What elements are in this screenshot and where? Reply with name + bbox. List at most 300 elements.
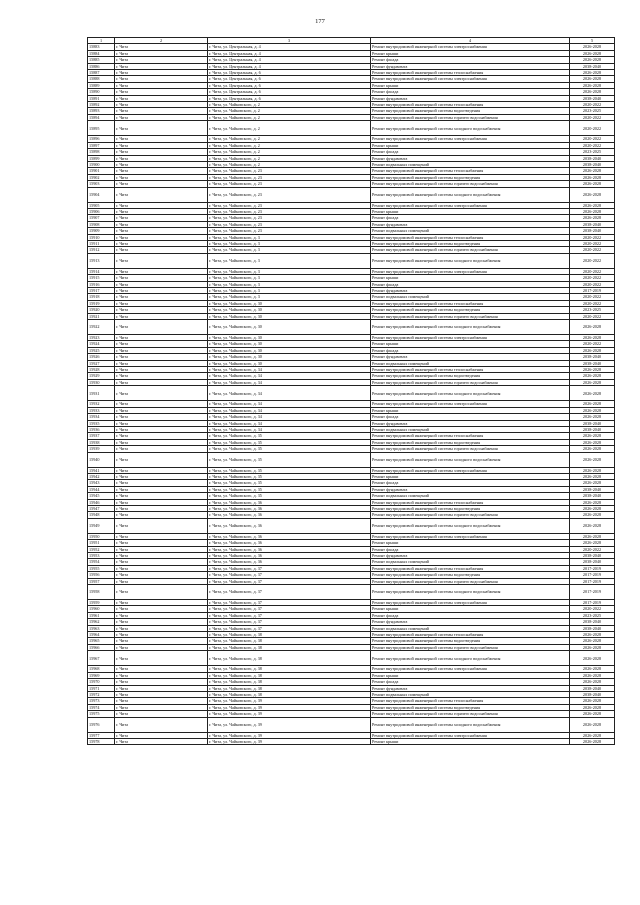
municipality-cell: г. Чита [115, 379, 208, 385]
address-cell: г. Чита, ул. Чайковского, д. 2 [208, 121, 371, 136]
address-cell: г. Чита, ул. Чайковского, д. 2 [208, 108, 371, 114]
address-cell: г. Чита, ул. Чайковского, д. 36 [208, 518, 371, 533]
period-cell: 2020-2022 [570, 275, 615, 281]
period-cell: 2026-2028 [570, 215, 615, 221]
period-cell: 2026-2028 [570, 632, 615, 638]
address-cell: г. Чита, ул. Чайковского, д. 3 [208, 247, 371, 253]
period-cell: 2020-2022 [570, 294, 615, 300]
period-cell: 2026-2028 [570, 174, 615, 180]
municipality-cell: г. Чита [115, 320, 208, 335]
row-number: 15921 [88, 313, 115, 319]
period-cell: 2026-2028 [570, 512, 615, 518]
address-cell: г. Чита, ул. Чайковского, д. 23 [208, 174, 371, 180]
municipality-cell: г. Чита [115, 360, 208, 366]
work-type-cell: Ремонт внутридомовой инженерной системы электроснабжения [371, 732, 570, 738]
row-number: 15968 [88, 666, 115, 672]
municipality-cell: г. Чита [115, 732, 208, 738]
row-number: 15958 [88, 585, 115, 600]
municipality-cell: г. Чита [115, 439, 208, 445]
municipality-cell: г. Чита [115, 240, 208, 246]
row-number: 15962 [88, 619, 115, 625]
address-cell: г. Чита, ул. Чайковского, д. 38 [208, 651, 371, 666]
address-cell: г. Чита, ул. Чайковского, д. 23 [208, 228, 371, 234]
municipality-cell: г. Чита [115, 540, 208, 546]
municipality-cell: г. Чита [115, 347, 208, 353]
address-cell: г. Чита, ул. Чайковского, д. 39 [208, 738, 371, 744]
address-cell: г. Чита, ул. Чайковского, д. 30 [208, 354, 371, 360]
row-number: 15890 [88, 89, 115, 95]
table-row [88, 187, 615, 202]
work-type-cell: Ремонт внутридомовой инженерной системы теплоснабжения [371, 698, 570, 704]
row-number: 15923 [88, 335, 115, 341]
work-type-cell: Ремонт внутридомовой инженерной системы водоотведения [371, 174, 570, 180]
row-number: 15896 [88, 136, 115, 142]
address-cell: г. Чита, ул. Центральная, д. 4 [208, 63, 371, 69]
work-type-cell: Ремонт внутридомовой инженерной системы теплоснабжения [371, 367, 570, 373]
municipality-cell: г. Чита [115, 698, 208, 704]
row-number: 15936 [88, 426, 115, 432]
municipality-cell: г. Чита [115, 612, 208, 618]
period-cell: 2026-2028 [570, 672, 615, 678]
table-row [88, 253, 615, 268]
period-cell: 2026-2028 [570, 202, 615, 208]
address-cell: г. Чита, ул. Чайковского, д. 3 [208, 294, 371, 300]
row-number: 15907 [88, 215, 115, 221]
address-cell: г. Чита, ул. Чайковского, д. 34 [208, 420, 371, 426]
row-number: 15922 [88, 320, 115, 335]
work-type-cell: Ремонт подвальных помещений [371, 161, 570, 167]
address-cell: г. Чита, ул. Чайковского, д. 30 [208, 300, 371, 306]
table-row [88, 386, 615, 401]
address-cell: г. Чита, ул. Чайковского, д. 38 [208, 691, 371, 697]
municipality-cell: г. Чита [115, 625, 208, 631]
address-cell: г. Чита, ул. Центральная, д. 6 [208, 95, 371, 101]
address-cell: г. Чита, ул. Чайковского, д. 2 [208, 142, 371, 148]
work-type-cell: Ремонт крыши [371, 473, 570, 479]
period-cell: 2026-2028 [570, 499, 615, 505]
row-number: 15928 [88, 367, 115, 373]
address-cell: г. Чита, ул. Чайковского, д. 3 [208, 288, 371, 294]
municipality-cell: г. Чита [115, 142, 208, 148]
row-number: 15965 [88, 638, 115, 644]
period-cell: 2026-2028 [570, 666, 615, 672]
work-type-cell: Ремонт фасада [371, 347, 570, 353]
work-type-cell: Ремонт внутридомовой инженерной системы электроснабжения [371, 202, 570, 208]
municipality-cell: г. Чита [115, 672, 208, 678]
work-type-cell: Ремонт внутридомовой инженерной системы горячего водоснабжения [371, 379, 570, 385]
work-type-cell: Ремонт подвальных помещений [371, 493, 570, 499]
row-number: 15916 [88, 281, 115, 287]
municipality-cell: г. Чита [115, 578, 208, 584]
work-type-cell: Ремонт внутридомовой инженерной системы теплоснабжения [371, 234, 570, 240]
address-cell: г. Чита, ул. Чайковского, д. 38 [208, 632, 371, 638]
municipality-cell: г. Чита [115, 108, 208, 114]
municipality-cell: г. Чита [115, 499, 208, 505]
row-number: 15893 [88, 108, 115, 114]
address-cell: г. Чита, ул. Чайковского, д. 34 [208, 373, 371, 379]
municipality-cell: г. Чита [115, 644, 208, 650]
address-cell: г. Чита, ул. Центральная, д. 6 [208, 89, 371, 95]
work-type-cell: Ремонт подвальных помещений [371, 294, 570, 300]
address-cell: г. Чита, ул. Чайковского, д. 38 [208, 644, 371, 650]
period-cell: 2026-2028 [570, 181, 615, 187]
row-number: 15964 [88, 632, 115, 638]
period-cell: 2026-2028 [570, 473, 615, 479]
row-number: 15947 [88, 505, 115, 511]
period-cell: 2020-2022 [570, 300, 615, 306]
address-cell: г. Чита, ул. Чайковского, д. 34 [208, 407, 371, 413]
row-number: 15932 [88, 401, 115, 407]
municipality-cell: г. Чита [115, 155, 208, 161]
row-number: 15931 [88, 386, 115, 401]
row-number: 15917 [88, 288, 115, 294]
municipality-cell: г. Чита [115, 559, 208, 565]
municipality-cell: г. Чита [115, 717, 208, 732]
municipality-cell: г. Чита [115, 407, 208, 413]
row-number: 15938 [88, 439, 115, 445]
work-type-cell: Ремонт внутридомовой инженерной системы горячего водоснабжения [371, 512, 570, 518]
period-cell: 2026-2028 [570, 732, 615, 738]
row-number: 15884 [88, 50, 115, 56]
work-type-cell: Ремонт внутридомовой инженерной системы электроснабжения [371, 136, 570, 142]
work-type-cell: Ремонт внутридомовой инженерной системы горячего водоснабжения [371, 247, 570, 253]
municipality-cell: г. Чита [115, 268, 208, 274]
table-row [88, 452, 615, 467]
period-cell: 2038-2040 [570, 691, 615, 697]
municipality-cell: г. Чита [115, 711, 208, 717]
period-cell: 2038-2040 [570, 221, 615, 227]
period-cell: 2020-2022 [570, 341, 615, 347]
work-type-cell: Ремонт внутридомовой инженерной системы холодного водоснабжения [371, 253, 570, 268]
row-number: 15909 [88, 228, 115, 234]
address-cell: г. Чита, ул. Центральная, д. 4 [208, 50, 371, 56]
municipality-cell: г. Чита [115, 512, 208, 518]
municipality-cell: г. Чита [115, 82, 208, 88]
row-number: 15935 [88, 420, 115, 426]
municipality-cell: г. Чита [115, 89, 208, 95]
address-cell: г. Чита, ул. Чайковского, д. 35 [208, 439, 371, 445]
municipality-cell: г. Чита [115, 168, 208, 174]
address-cell: г. Чита, ул. Чайковского, д. 38 [208, 672, 371, 678]
period-cell: 2026-2028 [570, 414, 615, 420]
municipality-cell: г. Чита [115, 565, 208, 571]
work-type-cell: Ремонт внутридомовой инженерной системы теплоснабжения [371, 102, 570, 108]
municipality-cell: г. Чита [115, 467, 208, 473]
address-cell: г. Чита, ул. Чайковского, д. 3 [208, 234, 371, 240]
municipality-cell: г. Чита [115, 234, 208, 240]
address-cell: г. Чита, ул. Чайковского, д. 34 [208, 379, 371, 385]
row-number: 15960 [88, 606, 115, 612]
row-number: 15944 [88, 486, 115, 492]
address-cell: г. Чита, ул. Чайковского, д. 39 [208, 732, 371, 738]
municipality-cell: г. Чита [115, 294, 208, 300]
table-row [88, 518, 615, 533]
work-type-cell: Ремонт фундамента [371, 420, 570, 426]
work-type-cell: Ремонт подвальных помещений [371, 625, 570, 631]
row-number: 15926 [88, 354, 115, 360]
municipality-cell: г. Чита [115, 691, 208, 697]
address-cell: г. Чита, ул. Чайковского, д. 2 [208, 114, 371, 120]
period-cell: 2038-2040 [570, 63, 615, 69]
row-number: 15951 [88, 540, 115, 546]
municipality-cell: г. Чита [115, 600, 208, 606]
period-cell: 2026-2028 [570, 698, 615, 704]
work-type-cell: Ремонт внутридомовой инженерной системы холодного водоснабжения [371, 518, 570, 533]
work-type-cell: Ремонт внутридомовой инженерной системы электроснабжения [371, 335, 570, 341]
table-row [88, 738, 615, 744]
period-cell: 2017-2019 [570, 572, 615, 578]
work-type-cell: Ремонт внутридомовой инженерной системы горячего водоснабжения [371, 181, 570, 187]
period-cell: 2038-2040 [570, 486, 615, 492]
table-row [88, 121, 615, 136]
work-type-cell: Ремонт внутридомовой инженерной системы водоотведения [371, 108, 570, 114]
work-type-cell: Ремонт внутридомовой инженерной системы теплоснабжения [371, 565, 570, 571]
period-cell: 2020-2022 [570, 606, 615, 612]
row-number: 15939 [88, 446, 115, 452]
address-cell: г. Чита, ул. Чайковского, д. 2 [208, 155, 371, 161]
work-type-cell: Ремонт внутридомовой инженерной системы водоотведения [371, 704, 570, 710]
address-cell: г. Чита, ул. Чайковского, д. 37 [208, 625, 371, 631]
address-cell: г. Чита, ул. Чайковского, д. 38 [208, 638, 371, 644]
period-cell: 2038-2040 [570, 426, 615, 432]
municipality-cell: г. Чита [115, 102, 208, 108]
work-type-cell: Ремонт крыши [371, 606, 570, 612]
period-cell: 2026-2028 [570, 505, 615, 511]
row-number: 15949 [88, 518, 115, 533]
period-cell: 2017-2019 [570, 585, 615, 600]
work-type-cell: Ремонт подвальных помещений [371, 426, 570, 432]
period-cell: 2038-2040 [570, 228, 615, 234]
work-type-cell: Ремонт фасада [371, 414, 570, 420]
row-number: 15886 [88, 63, 115, 69]
period-cell: 2026-2028 [570, 347, 615, 353]
address-cell: г. Чита, ул. Чайковского, д. 2 [208, 149, 371, 155]
address-cell: г. Чита, ул. Центральная, д. 6 [208, 76, 371, 82]
address-cell: г. Чита, ул. Чайковского, д. 39 [208, 717, 371, 732]
municipality-cell: г. Чита [115, 121, 208, 136]
municipality-cell: г. Чита [115, 585, 208, 600]
period-cell: 2020-2022 [570, 313, 615, 319]
row-number: 15902 [88, 174, 115, 180]
period-cell: 2020-2022 [570, 546, 615, 552]
row-number: 15906 [88, 208, 115, 214]
address-cell: г. Чита, ул. Чайковского, д. 35 [208, 452, 371, 467]
row-number: 15950 [88, 533, 115, 539]
row-number: 15957 [88, 578, 115, 584]
capital-repair-table [87, 37, 615, 745]
municipality-cell: г. Чита [115, 288, 208, 294]
municipality-cell: г. Чита [115, 161, 208, 167]
address-cell: г. Чита, ул. Чайковского, д. 35 [208, 486, 371, 492]
address-cell: г. Чита, ул. Чайковского, д. 36 [208, 553, 371, 559]
period-cell: 2026-2028 [570, 644, 615, 650]
period-cell: 2026-2028 [570, 208, 615, 214]
address-cell: г. Чита, ул. Чайковского, д. 23 [208, 208, 371, 214]
period-cell: 2038-2040 [570, 559, 615, 565]
address-cell: г. Чита, ул. Чайковского, д. 36 [208, 505, 371, 511]
row-number: 15889 [88, 82, 115, 88]
address-cell: г. Чита, ул. Чайковского, д. 37 [208, 578, 371, 584]
period-cell: 2020-2022 [570, 247, 615, 253]
work-type-cell: Ремонт внутридомовой инженерной системы теплоснабжения [371, 632, 570, 638]
row-number: 15912 [88, 247, 115, 253]
address-cell: г. Чита, ул. Чайковского, д. 37 [208, 565, 371, 571]
row-number: 15972 [88, 691, 115, 697]
row-number: 15959 [88, 600, 115, 606]
period-cell: 2017-2019 [570, 288, 615, 294]
address-cell: г. Чита, ул. Центральная, д. 6 [208, 82, 371, 88]
period-cell: 2020-2022 [570, 142, 615, 148]
address-cell: г. Чита, ул. Чайковского, д. 37 [208, 572, 371, 578]
address-cell: г. Чита, ул. Чайковского, д. 23 [208, 181, 371, 187]
work-type-cell: Ремонт фундамента [371, 685, 570, 691]
municipality-cell: г. Чита [115, 174, 208, 180]
work-type-cell: Ремонт подвальных помещений [371, 559, 570, 565]
row-number: 15898 [88, 149, 115, 155]
municipality-cell: г. Чита [115, 401, 208, 407]
work-type-cell: Ремонт крыши [371, 540, 570, 546]
row-number: 15927 [88, 360, 115, 366]
period-cell: 2023-2025 [570, 149, 615, 155]
period-cell: 2026-2028 [570, 638, 615, 644]
work-type-cell: Ремонт внутридомовой инженерной системы теплоснабжения [371, 433, 570, 439]
address-cell: г. Чита, ул. Чайковского, д. 30 [208, 307, 371, 313]
row-number: 15945 [88, 493, 115, 499]
address-cell: г. Чита, ул. Чайковского, д. 35 [208, 433, 371, 439]
address-cell: г. Чита, ул. Чайковского, д. 37 [208, 600, 371, 606]
municipality-cell: г. Чита [115, 414, 208, 420]
work-type-cell: Ремонт внутридомовой инженерной системы теплоснабжения [371, 499, 570, 505]
row-number: 15956 [88, 572, 115, 578]
municipality-cell: г. Чита [115, 666, 208, 672]
row-number: 15974 [88, 704, 115, 710]
address-cell: г. Чита, ул. Чайковского, д. 23 [208, 202, 371, 208]
period-cell: 2020-2022 [570, 136, 615, 142]
row-number: 15920 [88, 307, 115, 313]
municipality-cell: г. Чита [115, 452, 208, 467]
row-number: 15934 [88, 414, 115, 420]
address-cell: г. Чита, ул. Чайковского, д. 34 [208, 414, 371, 420]
period-cell: 2026-2028 [570, 373, 615, 379]
municipality-cell: г. Чита [115, 253, 208, 268]
address-cell: г. Чита, ул. Чайковского, д. 39 [208, 711, 371, 717]
work-type-cell: Ремонт внутридомовой инженерной системы горячего водоснабжения [371, 114, 570, 120]
municipality-cell: г. Чита [115, 704, 208, 710]
work-type-cell: Ремонт крыши [371, 82, 570, 88]
period-cell: 2020-2022 [570, 102, 615, 108]
work-type-cell: Ремонт фасада [371, 480, 570, 486]
work-type-cell: Ремонт фундамента [371, 221, 570, 227]
period-cell: 2038-2040 [570, 553, 615, 559]
period-cell: 2026-2028 [570, 386, 615, 401]
municipality-cell: г. Чита [115, 473, 208, 479]
period-cell: 2020-2022 [570, 281, 615, 287]
row-number: 15975 [88, 711, 115, 717]
table-row [88, 651, 615, 666]
address-cell: г. Чита, ул. Чайковского, д. 35 [208, 480, 371, 486]
work-type-cell: Ремонт внутридомовой инженерной системы холодного водоснабжения [371, 187, 570, 202]
work-type-cell: Ремонт внутридомовой инженерной системы водоотведения [371, 439, 570, 445]
period-cell: 2020-2022 [570, 114, 615, 120]
municipality-cell: г. Чита [115, 221, 208, 227]
address-cell: г. Чита, ул. Чайковского, д. 3 [208, 253, 371, 268]
period-cell: 2026-2028 [570, 446, 615, 452]
work-type-cell: Ремонт внутридомовой инженерной системы водоотведения [371, 307, 570, 313]
work-type-cell: Ремонт внутридомовой инженерной системы холодного водоснабжения [371, 452, 570, 467]
period-cell: 2026-2028 [570, 452, 615, 467]
row-number: 15908 [88, 221, 115, 227]
address-cell: г. Чита, ул. Чайковского, д. 35 [208, 493, 371, 499]
header-col-1: 1 [88, 38, 115, 44]
address-cell: г. Чита, ул. Чайковского, д. 38 [208, 679, 371, 685]
period-cell: 2026-2028 [570, 651, 615, 666]
address-cell: г. Чита, ул. Чайковского, д. 37 [208, 612, 371, 618]
period-cell: 2026-2028 [570, 717, 615, 732]
municipality-cell: г. Чита [115, 50, 208, 56]
work-type-cell: Ремонт крыши [371, 341, 570, 347]
work-type-cell: Ремонт внутридомовой инженерной системы электроснабжения [371, 401, 570, 407]
municipality-cell: г. Чита [115, 57, 208, 63]
address-cell: г. Чита, ул. Чайковского, д. 34 [208, 367, 371, 373]
period-cell: 2020-2022 [570, 253, 615, 268]
period-cell: 2026-2028 [570, 401, 615, 407]
period-cell: 2026-2028 [570, 89, 615, 95]
municipality-cell: г. Чита [115, 632, 208, 638]
table-row [88, 717, 615, 732]
municipality-cell: г. Чита [115, 651, 208, 666]
row-number: 15924 [88, 341, 115, 347]
period-cell: 2026-2028 [570, 367, 615, 373]
municipality-cell: г. Чита [115, 518, 208, 533]
address-cell: г. Чита, ул. Чайковского, д. 23 [208, 187, 371, 202]
row-number: 15910 [88, 234, 115, 240]
row-number: 15961 [88, 612, 115, 618]
work-type-cell: Ремонт фасада [371, 149, 570, 155]
municipality-cell: г. Чита [115, 313, 208, 319]
work-type-cell: Ремонт внутридомовой инженерной системы водоотведения [371, 638, 570, 644]
period-cell: 2038-2040 [570, 95, 615, 101]
work-type-cell: Ремонт внутридомовой инженерной системы холодного водоснабжения [371, 585, 570, 600]
municipality-cell: г. Чита [115, 44, 208, 50]
municipality-cell: г. Чита [115, 486, 208, 492]
header-col-5: 5 [570, 38, 615, 44]
row-number: 15911 [88, 240, 115, 246]
period-cell: 2026-2028 [570, 533, 615, 539]
municipality-cell: г. Чита [115, 446, 208, 452]
work-type-cell: Ремонт фасада [371, 281, 570, 287]
municipality-cell: г. Чита [115, 307, 208, 313]
work-type-cell: Ремонт внутридомовой инженерной системы водоотведения [371, 572, 570, 578]
row-number: 15954 [88, 559, 115, 565]
work-type-cell: Ремонт внутридомовой инженерной системы электроснабжения [371, 268, 570, 274]
work-type-cell: Ремонт внутридомовой инженерной системы холодного водоснабжения [371, 386, 570, 401]
row-number: 15899 [88, 155, 115, 161]
period-cell: 2017-2019 [570, 578, 615, 584]
municipality-cell: г. Чита [115, 76, 208, 82]
header-col-3: 3 [208, 38, 371, 44]
period-cell: 2038-2040 [570, 493, 615, 499]
municipality-cell: г. Чита [115, 215, 208, 221]
address-cell: г. Чита, ул. Чайковского, д. 36 [208, 540, 371, 546]
municipality-cell: г. Чита [115, 572, 208, 578]
row-number: 15977 [88, 732, 115, 738]
row-number: 15900 [88, 161, 115, 167]
work-type-cell: Ремонт подвальных помещений [371, 691, 570, 697]
row-number: 15905 [88, 202, 115, 208]
row-number: 15933 [88, 407, 115, 413]
row-number: 15937 [88, 433, 115, 439]
period-cell: 2038-2040 [570, 625, 615, 631]
